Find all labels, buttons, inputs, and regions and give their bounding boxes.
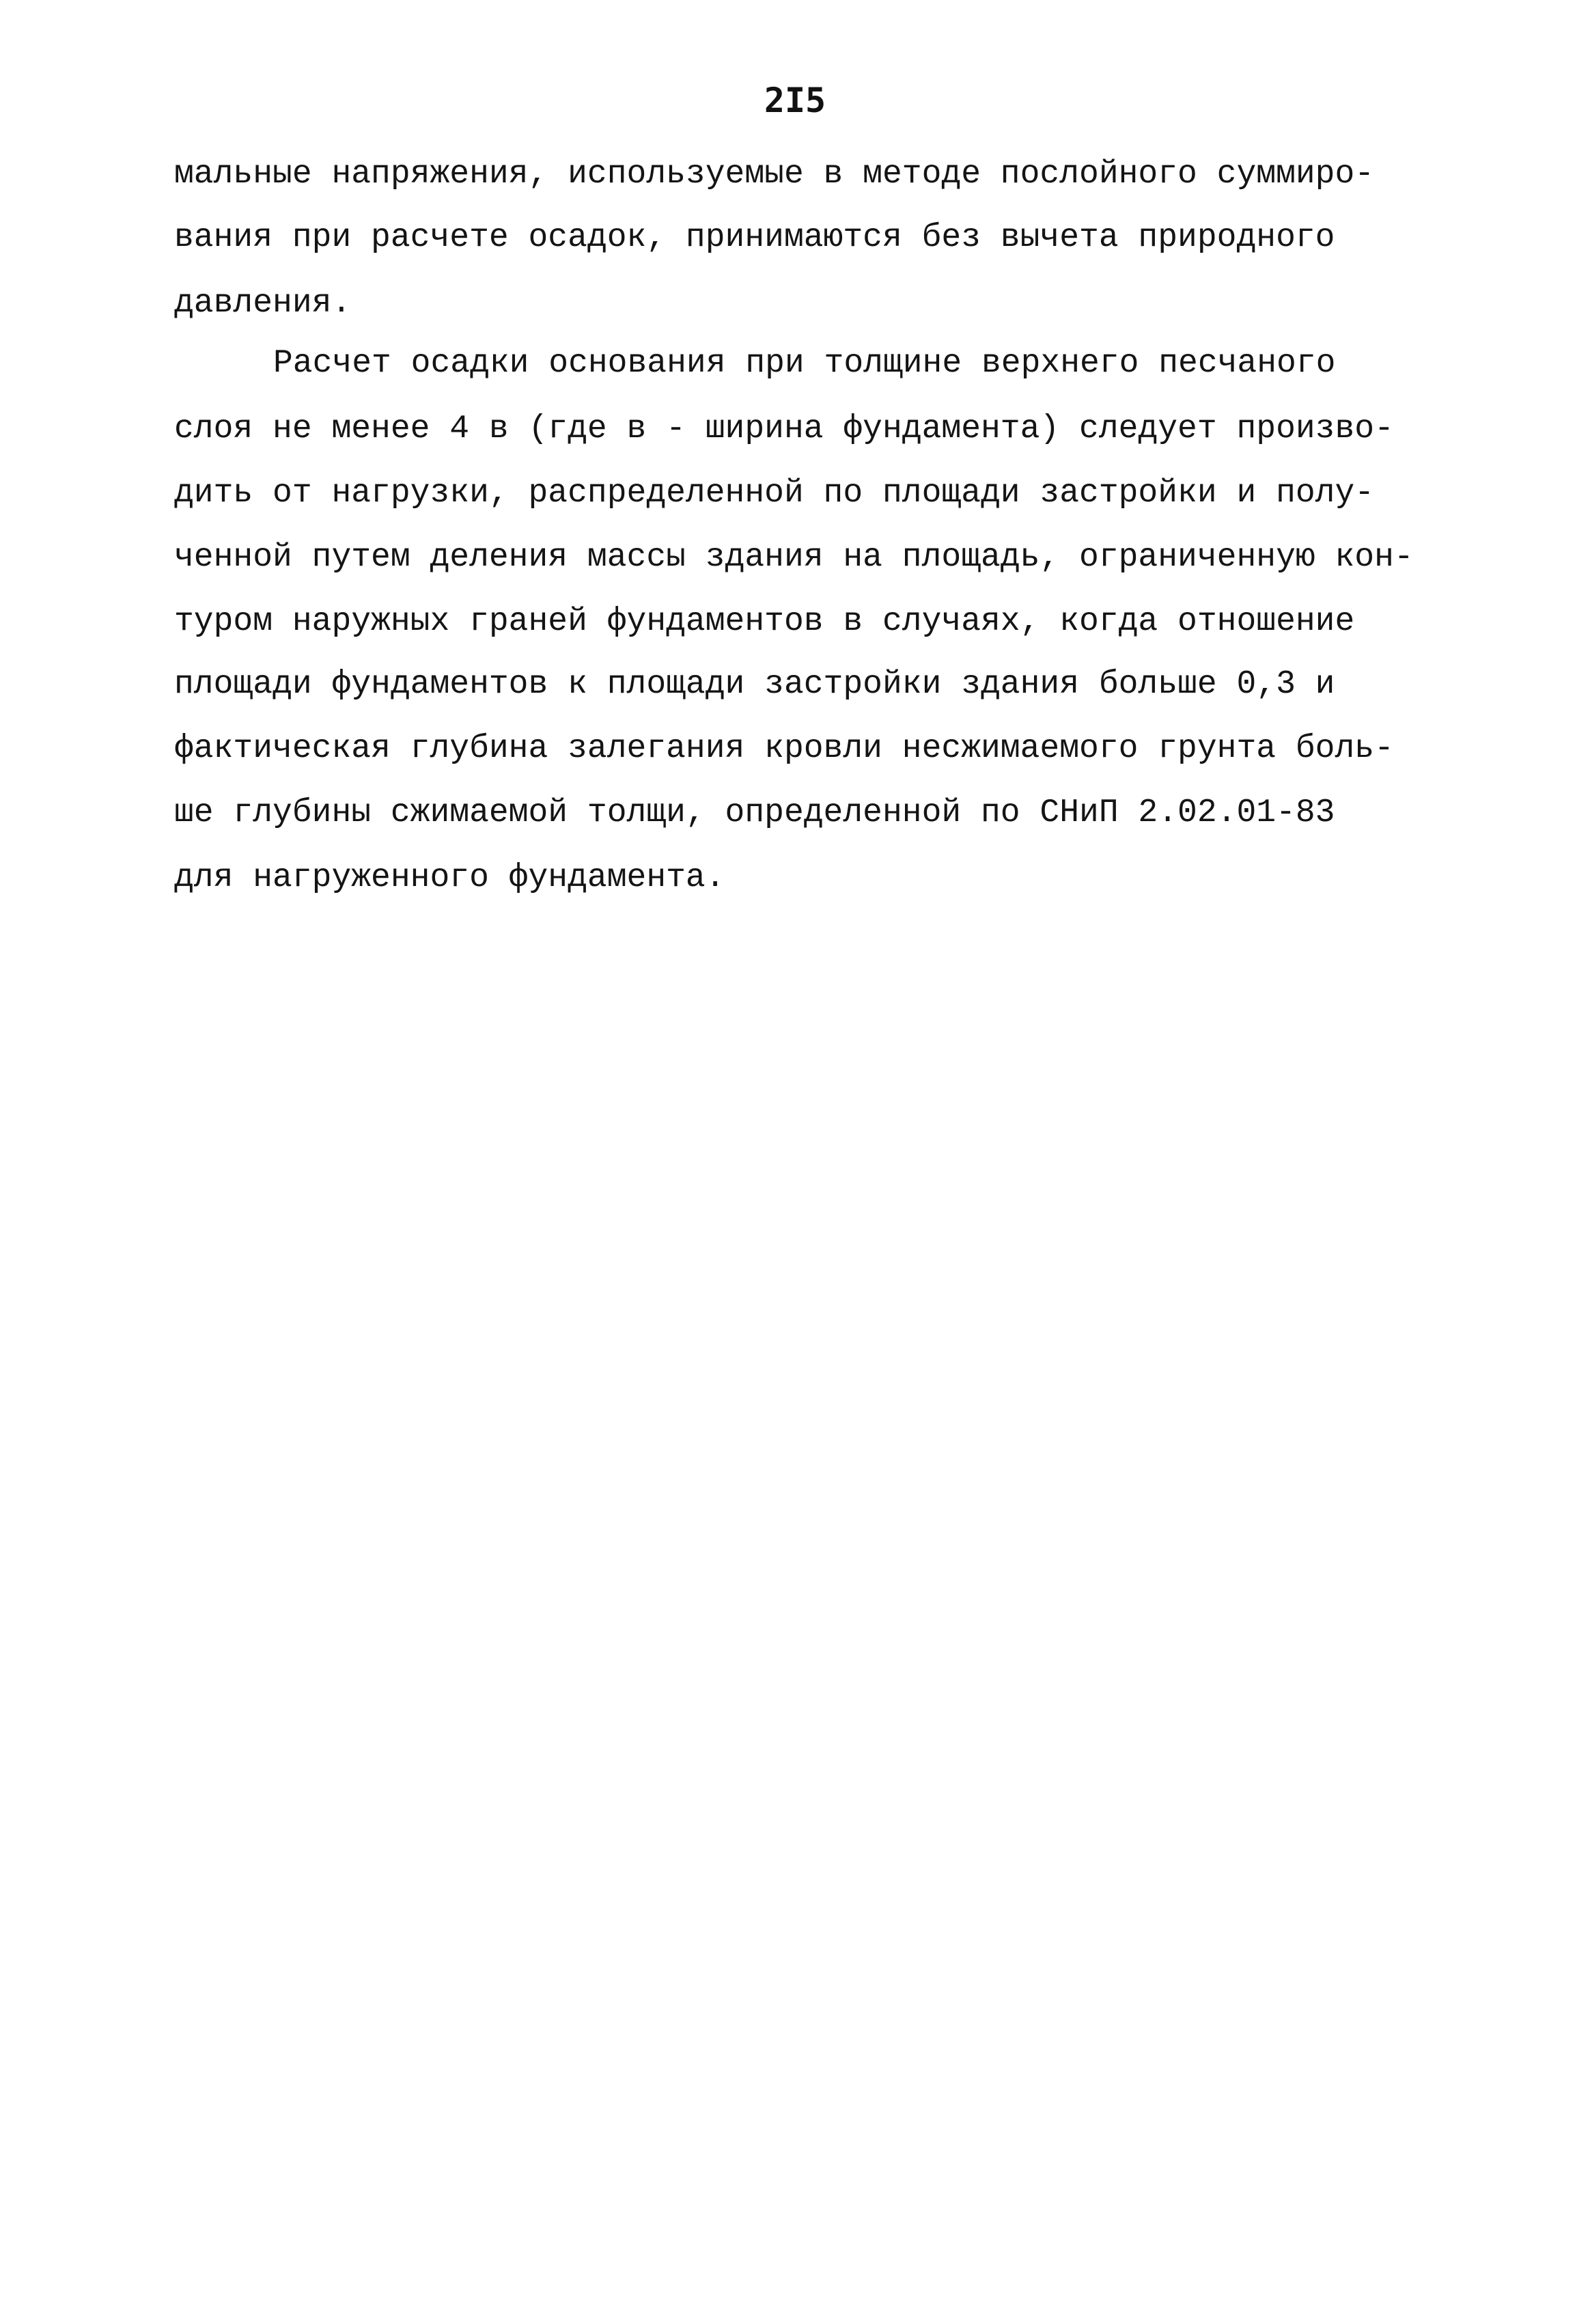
text-line: ше глубины сжимаемой толщи, определенной по СНиП 2.02.01-83 <box>174 794 1335 831</box>
text-line: давления. <box>174 285 352 322</box>
text-line: слоя не менее 4 в (где в - ширина фундамента) следует произво- <box>174 411 1394 447</box>
page-number: 2I5 <box>764 81 826 120</box>
text-line: фактическая глубина залегания кровли несжимаемого грунта боль- <box>174 730 1394 767</box>
text-line: Расчет осадки основания при толщине верхнего песчаного <box>273 345 1336 382</box>
text-line: туром наружных граней фундаментов в случаях, когда отношение <box>174 603 1355 640</box>
text-line: площади фундаментов к площади застройки здания больше 0,3 и <box>174 666 1335 703</box>
text-line: вания при расчете осадок, принимаются без вычета природного <box>174 219 1335 256</box>
text-line: для нагруженного фундамента. <box>174 859 725 896</box>
text-line: дить от нагрузки, распределенной по площади застройки и полу- <box>174 475 1375 512</box>
text-line: мальные напряжения, используемые в методе послойного суммиро- <box>174 156 1375 193</box>
text-line: ченной путем деления массы здания на площадь, ограниченную кон- <box>174 539 1414 576</box>
